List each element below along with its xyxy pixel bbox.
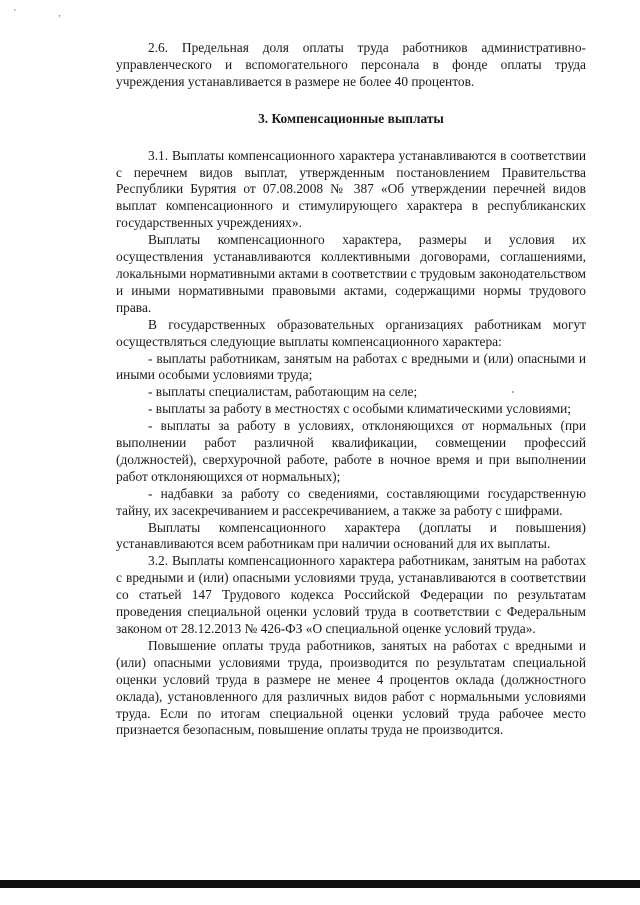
- paragraph: В государственных образовательных организациях работникам могут осуществляться следующие выплаты компенсационного характера:: [116, 316, 586, 349]
- paragraph-2-6: 2.6. Предельная доля оплаты труда работников административно-управленческого и вспомогательного персонала в фонде оплаты труда учреждения устанавливается в размере не более 40 процентов.: [116, 40, 586, 89]
- paragraph-3-2: 3.2. Выплаты компенсационного характера работникам, занятым на работах с вредными и (или) опасными условиями труда, устанавливаются в соответствии со статьей 147 Трудового кодекса Российской Федерации по результатам проведения специальной оценки условий труда в соответствии с Федеральным законом от 28.12.2013 № 426-ФЗ «О специальной оценке условий труда».: [116, 553, 586, 636]
- paragraph-3-1: 3.1. Выплаты компенсационного характера устанавливаются в соответствии с перечнем видов выплат, утвержденным постановлением Правительства Республики Бурятия от 07.08.2008 № 387 «Об утверждении перечней видов выплат компенсационного и стимулирующего характера в республиканских государственных учреждениях».: [116, 147, 586, 231]
- list-item: - надбавки за работу со сведениями, составляющими государственную тайну, их засекречиванием и рассекречиванием, а также за работу с шифрами.: [116, 485, 586, 518]
- list-item: - выплаты специалистам, работающим на селе;: [148, 384, 418, 400]
- scan-marks: ' ,: [14, 8, 81, 19]
- paragraph: Повышение оплаты труда работников, занятых на работах с вредными и (или) опасными условиями труда, производится по результатам специальной оценки условий труда в размере не менее 4 процентов оклада (должностного оклада), установленного для различных видов работ с нормальными условиями труда. Если по итогам специальной оценки условий труда рабочее место признается безопасным, повышение оплаты труда не производится.: [116, 637, 586, 738]
- document-body: [116, 40, 586, 739]
- list-item: - выплаты работникам, занятым на работах с вредными и (или) опасными и иными особыми условиями труда;: [116, 350, 586, 383]
- list-item: - выплаты за работу в условиях, отклоняющихся от нормальных (при выполнении работ различной квалификации, совмещении профессий (должностей), сверхурочной работе, работе в ночное время и при выполнении работ отклоняющихся от нормальных);: [116, 418, 586, 484]
- section-title: 3. Компенсационные выплаты: [258, 110, 444, 126]
- paragraph: Выплаты компенсационного характера (доплаты и повышения) устанавливаются всем работникам при наличии оснований для их выплаты.: [116, 519, 586, 552]
- list-item: - выплаты за работу в местностях с особыми климатическими условиями;: [148, 401, 572, 417]
- page-bottom-border: [0, 880, 640, 888]
- paragraph: Выплаты компенсационного характера, размеры и условия их осуществления устанавливаются коллективными договорами, соглашениями, локальными нормативными актами в соответствии с трудовым законодательством и иными нормативными правовыми актами, содержащими нормы трудового права.: [116, 232, 586, 315]
